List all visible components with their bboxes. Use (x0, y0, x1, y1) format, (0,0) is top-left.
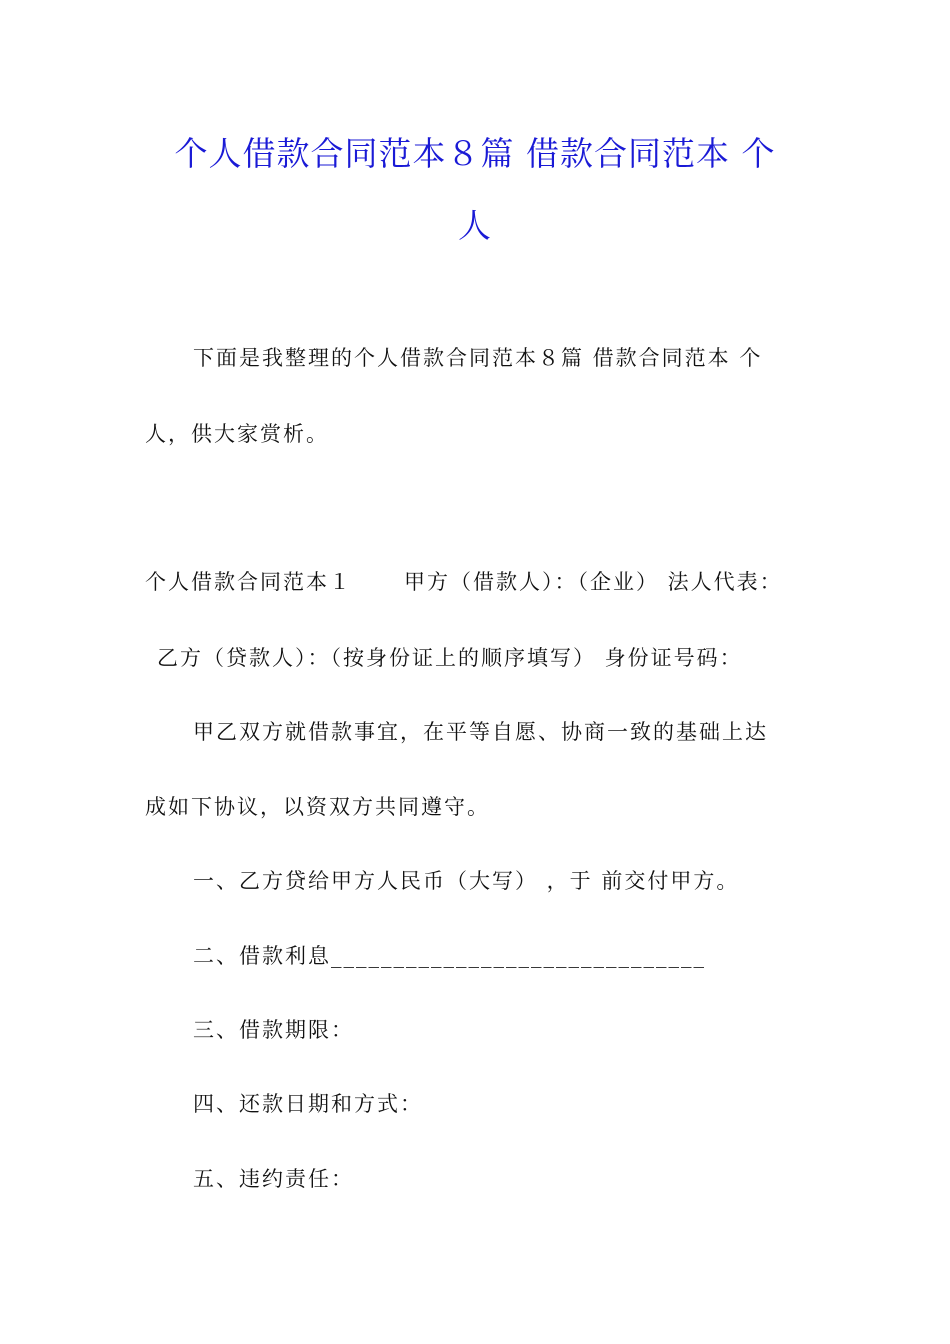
party-b-line: 乙方（贷款人）：（按身份证上的顺序填写） 身份证号码： (157, 646, 743, 670)
clause-4: 四、还款日期和方式： (193, 1092, 423, 1116)
party-a-line: 甲方（借款人）：（企业） 法人代表： (404, 570, 783, 594)
contract-section-line (145, 567, 783, 597)
intro-paragraph-line-2: 人，供大家赏析。 (145, 422, 329, 446)
document-title-line-2: 人 (458, 206, 492, 245)
clause-3: 三、借款期限： (193, 1018, 354, 1042)
section-heading: 个人借款合同范本１ (145, 570, 352, 594)
clause-5: 五、违约责任： (193, 1167, 354, 1191)
preamble-line-2: 成如下协议，以资双方共同遵守。 (145, 795, 490, 819)
intro-paragraph-line-1: 下面是我整理的个人借款合同范本８篇 借款合同范本 个 (193, 346, 763, 370)
document-title-line-1: 个人借款合同范本８篇 借款合同范本 个 (174, 134, 776, 173)
clause-1: 一、乙方贷给甲方人民币（大写） ，于 前交付甲方。 (193, 869, 740, 893)
clause-2: 二、借款利息______________________________ (193, 944, 706, 968)
preamble-line-1: 甲乙双方就借款事宜，在平等自愿、协商一致的基础上达 (193, 720, 768, 744)
